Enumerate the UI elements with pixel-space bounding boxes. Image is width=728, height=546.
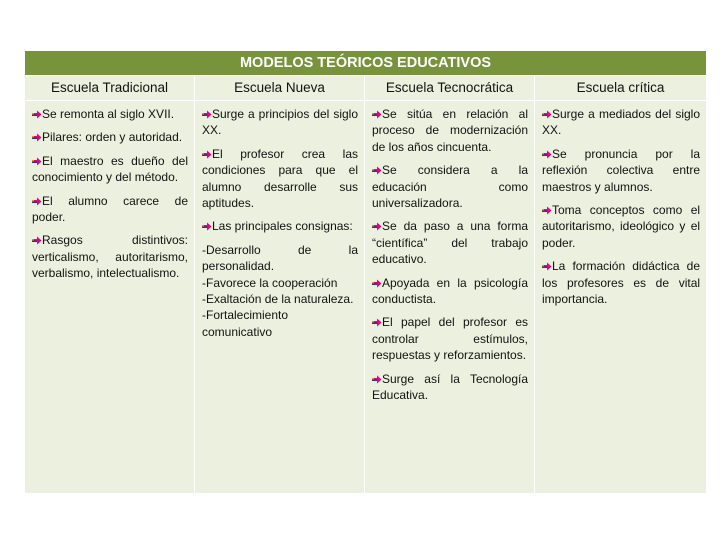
arrow-bullet-icon [32, 236, 42, 245]
arrow-bullet-icon [372, 222, 382, 231]
list-item [202, 307, 358, 340]
list-item-text: -Desarrollo de la personalidad. [202, 242, 358, 274]
list-item-text: La formación didáctica de los profesores es de vital importancia. [542, 259, 701, 307]
column-content [195, 101, 365, 494]
arrow-bullet-icon [32, 197, 42, 206]
list-item-text: Rasgos distintivos: verticalismo, autoritarismo, verbalismo, intelectualismo. [32, 233, 188, 281]
list-item [372, 275, 528, 308]
list-item [202, 146, 358, 212]
list-item-text: Apoyada en la psicología conductista. [372, 275, 528, 307]
list-item-text: Se da paso a una forma “científica” del trabajo educativo. [372, 219, 528, 267]
list-item [372, 314, 528, 363]
list-item-text: El maestro es dueño del conocimiento y del método. [32, 153, 188, 185]
arrow-bullet-icon [202, 150, 212, 159]
arrow-bullet-icon [202, 110, 212, 119]
list-item [202, 218, 358, 234]
list-item [32, 153, 188, 186]
list-item-text: Surge así la Tecnología Educativa. [372, 371, 528, 403]
list-item-text: Pilares: orden y autoridad. [42, 130, 183, 145]
body-row [25, 101, 707, 494]
arrow-bullet-icon [542, 206, 552, 215]
list-item [32, 193, 188, 226]
list-item [202, 291, 358, 307]
column-header: Escuela Tradicional [25, 76, 195, 101]
list-item-text: Se sitúa en relación al proceso de modernización de los años cincuenta. [372, 107, 528, 154]
list-item [32, 232, 188, 281]
list-item [202, 106, 358, 139]
list-item-text: Se considera a la educación como universalizadora. [372, 163, 528, 211]
column-header: Escuela Tecnocrática [365, 76, 535, 101]
list-item [32, 129, 188, 145]
arrow-bullet-icon [202, 222, 212, 231]
list-item-text: Las principales consignas: [212, 219, 353, 234]
list-item-text: Surge a mediados del siglo XX. [542, 107, 701, 138]
arrow-bullet-icon [372, 279, 382, 288]
list-item [202, 242, 358, 275]
column-content [535, 101, 707, 494]
list-item [372, 371, 528, 404]
list-item [202, 275, 358, 291]
list-item [372, 106, 528, 155]
list-item-text: Toma conceptos como el autoritarismo, ideológico y el poder. [542, 203, 701, 250]
column-header: Escuela crítica [535, 76, 707, 101]
arrow-bullet-icon [32, 133, 42, 142]
list-item-text: El alumno carece de poder. [32, 193, 188, 225]
column-content [365, 101, 535, 494]
column-header: Escuela Nueva [195, 76, 365, 101]
list-item [372, 162, 528, 211]
table-title: MODELOS TEÓRICOS EDUCATIVOS [25, 51, 707, 76]
list-item [372, 218, 528, 267]
list-item-text: El profesor crea las condiciones para que el alumno desarrolle sus aptitudes. [202, 146, 358, 211]
list-item [542, 258, 700, 307]
arrow-bullet-icon [372, 110, 382, 119]
arrow-bullet-icon [372, 318, 382, 327]
list-item-text: El papel del profesor es controlar estímulos, respuestas y reforzamientos. [372, 315, 528, 363]
arrow-bullet-icon [542, 110, 552, 119]
list-item [542, 146, 700, 195]
arrow-bullet-icon [32, 157, 42, 166]
arrow-bullet-icon [372, 166, 382, 175]
arrow-bullet-icon [372, 375, 382, 384]
list-item-text: -Exaltación de la naturaleza. [202, 292, 354, 307]
list-item-text: -Fortalecimiento comunicativo [202, 308, 289, 339]
header-row [25, 76, 707, 101]
list-item [542, 202, 700, 251]
list-item [542, 106, 700, 139]
list-item-text: Se pronuncia por la reflexión colectiva entre maestros y alumnos. [542, 146, 701, 194]
arrow-bullet-icon [542, 262, 552, 271]
arrow-bullet-icon [32, 110, 42, 119]
list-item [32, 106, 188, 122]
models-table [24, 50, 707, 494]
list-item-text: Se remonta al siglo XVII. [42, 107, 175, 121]
arrow-bullet-icon [542, 150, 552, 159]
list-item-text: Surge a principios del siglo XX. [202, 107, 358, 138]
list-item-text: -Favorece la cooperación [202, 275, 338, 290]
column-content [25, 101, 195, 494]
